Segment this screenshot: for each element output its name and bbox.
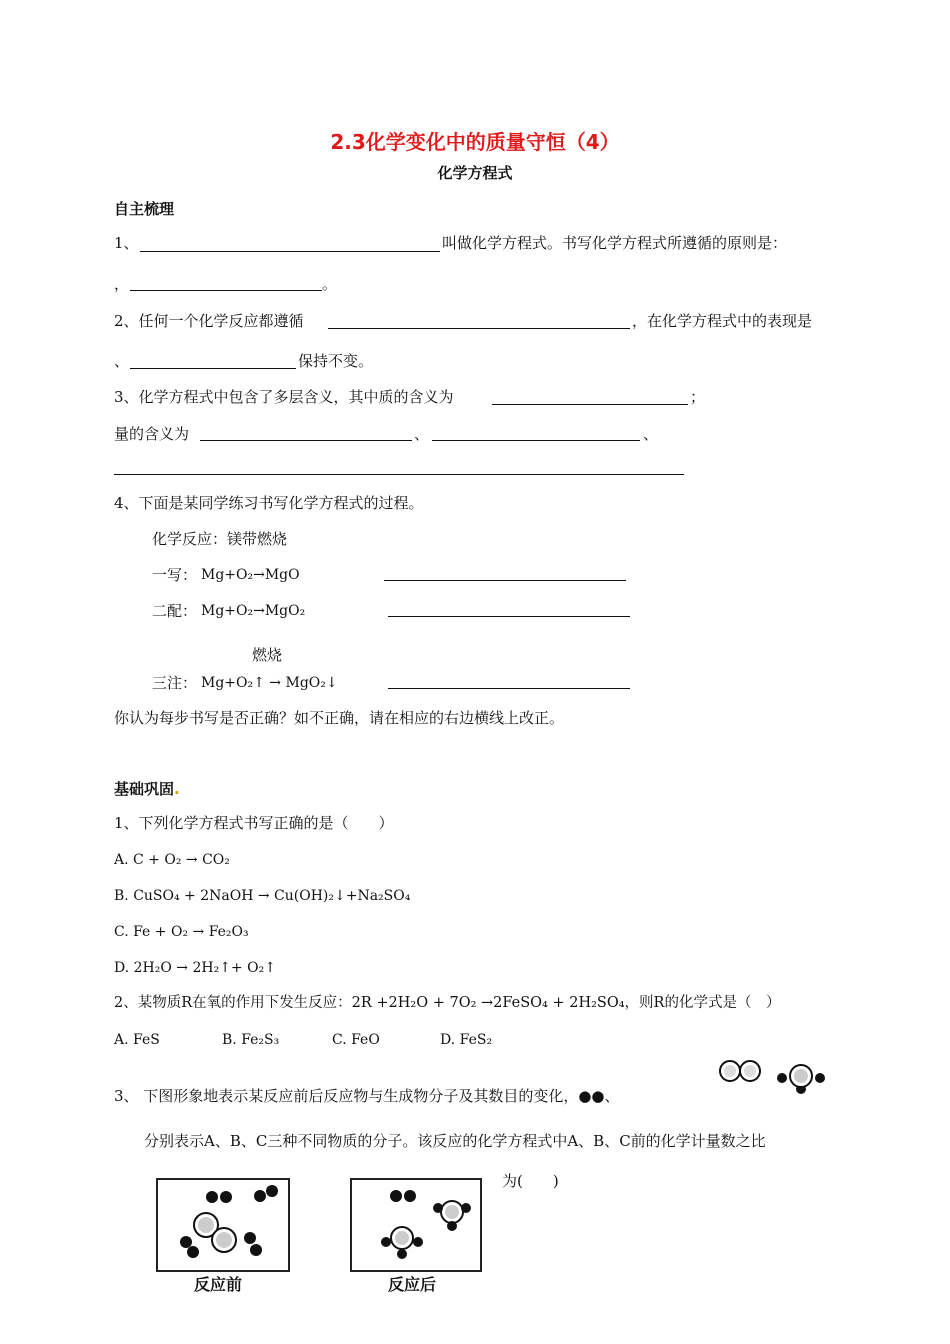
q4-step1-blank[interactable]	[384, 580, 626, 581]
q4-step3-label: 三注：	[152, 674, 198, 692]
q4-ask: 你认为每步书写是否正确？如不正确，请在相应的右边横线上改正。	[114, 709, 565, 727]
after-reaction-label: 反应后	[388, 1275, 437, 1294]
s2-q2-option-a[interactable]: A. FeS	[114, 1032, 160, 1048]
s2-q1-option-a[interactable]: A. C + O₂ → CO₂	[114, 852, 230, 868]
q3-separator-2: 、	[643, 425, 659, 443]
after-reaction-molecules	[352, 1180, 480, 1270]
s2-q2-option-d[interactable]: D. FeS₂	[440, 1032, 493, 1048]
section-heading-self-study: 自主梳理	[114, 200, 175, 218]
s2-q3-text3: 为( )	[502, 1172, 559, 1190]
s2-q3-text: 3、 下图形象地表示某反应前后反应物与生成物分子及其数目的变化，●●、	[114, 1087, 620, 1105]
q1-blank-2[interactable]	[130, 290, 322, 291]
heading-dot: .	[174, 780, 180, 798]
before-reaction-box	[156, 1178, 290, 1272]
q2-blank-2[interactable]	[130, 368, 296, 369]
s2-q2-option-b[interactable]: B. Fe₂S₃	[222, 1032, 280, 1048]
q1-cont-suffix: 。	[322, 275, 338, 293]
q3-text: 3、化学方程式中包含了多层含义，其中质的含义为	[114, 388, 454, 406]
q3-semicolon: ；	[690, 388, 706, 406]
q4-step3-blank[interactable]	[388, 688, 630, 689]
s2-q1-option-c[interactable]: C. Fe + O₂ → Fe₂O₃	[114, 924, 249, 940]
q1-blank-1[interactable]	[140, 251, 440, 252]
q3-blank-4[interactable]	[114, 474, 684, 475]
q3-blank-1[interactable]	[492, 404, 688, 405]
s2-q3-text2: 分别表示A、B、C三种不同物质的分子。该反应的化学方程式中A、B、C前的化学计量数之比	[144, 1132, 766, 1150]
after-reaction-box	[350, 1178, 482, 1272]
q4-step2-blank[interactable]	[388, 616, 630, 617]
s2-q1-option-d[interactable]: D. 2H₂O → 2H₂↑+ O₂↑	[114, 960, 276, 976]
q3-line2-prefix: 量的含义为	[114, 425, 190, 443]
section-heading-basic	[114, 778, 180, 799]
section-heading-basic-text: 基础巩固	[114, 780, 175, 798]
q4-text: 4、下面是某同学练习书写化学方程式的过程。	[114, 494, 424, 512]
before-reaction-label: 反应前	[194, 1275, 243, 1294]
q4-step1-equation: Mg+O₂→MgO	[201, 567, 300, 583]
page-subtitle: 化学方程式	[437, 164, 513, 182]
q3-separator-1: 、	[414, 425, 430, 443]
q4-step1-label: 一写：	[152, 566, 198, 584]
q2-cont-prefix: 、	[114, 352, 130, 370]
page-title: 2.3化学变化中的质量守恒（4）	[330, 130, 620, 154]
q1-cont-prefix: ，	[114, 275, 130, 293]
q3-blank-3[interactable]	[432, 440, 640, 441]
s2-q1-option-b[interactable]: B. CuSO₄ + 2NaOH → Cu(OH)₂↓+Na₂SO₄	[114, 888, 411, 904]
molecule-b-icon	[718, 1058, 762, 1084]
q4-condition: 燃烧	[252, 646, 283, 664]
molecule-c-icon	[776, 1062, 826, 1096]
q2-cont-suffix: 保持不变。	[298, 352, 374, 370]
s2-q2-text: 2、某物质R在氧的作用下发生反应：2R +2H₂O + 7O₂ →2FeSO₄ + 2H₂SO₄，则R的化学式是（ ）	[114, 995, 781, 1011]
q4-step2-equation: Mg+O₂→MgO₂	[201, 603, 306, 619]
q2-text: 2、任何一个化学反应都遵循	[114, 312, 304, 330]
q4-reaction: 化学反应：镁带燃烧	[152, 530, 288, 548]
q3-blank-2[interactable]	[200, 440, 412, 441]
before-reaction-molecules	[158, 1180, 288, 1270]
q4-step2-label: 二配：	[152, 602, 198, 620]
q1-number: 1、	[114, 234, 139, 252]
s2-q2-option-c[interactable]: C. FeO	[332, 1032, 380, 1048]
q2-text2: ，在化学方程式中的表现是	[632, 312, 813, 330]
q2-blank-1[interactable]	[328, 328, 630, 329]
q4-step3-equation: Mg+O₂↑ → MgO₂↓	[201, 675, 338, 691]
q1-text: 叫做化学方程式。书写化学方程式所遵循的原则是：	[442, 234, 788, 252]
s2-q1-text: 1、下列化学方程式书写正确的是（ ）	[114, 814, 394, 832]
